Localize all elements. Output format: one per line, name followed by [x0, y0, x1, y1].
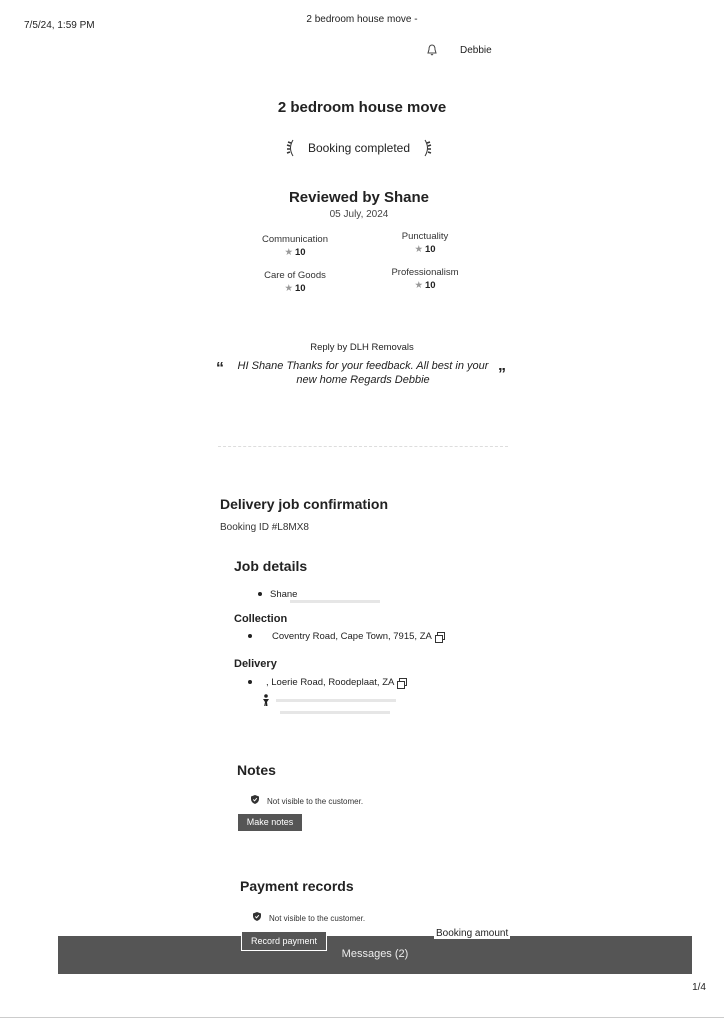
rating-professionalism	[365, 267, 485, 291]
booking-amount-label: Booking amount	[436, 928, 509, 939]
payment-visibility	[253, 908, 365, 926]
redacted-text	[280, 711, 390, 714]
collection-label: Collection	[234, 613, 288, 625]
rating-name: Punctuality	[401, 231, 449, 242]
record-payment-button[interactable]: Record payment	[241, 931, 327, 951]
review-date: 05 July, 2024	[329, 209, 389, 220]
messages-label[interactable]: Messages (2)	[341, 948, 409, 960]
bullet-icon	[248, 634, 252, 638]
review-title: Reviewed by Shane	[288, 189, 430, 206]
rating-name: Communication	[262, 234, 328, 245]
delivery-address: , Loerie Road, Roodeplaat, ZA	[266, 677, 395, 688]
delivery-label: Delivery	[234, 658, 277, 670]
reply-text: HI Shane Thanks for your feedback. All best in your new home Regards Debbie	[237, 360, 489, 386]
star-icon: ★	[414, 244, 423, 255]
make-notes-button[interactable]: Make notes	[238, 814, 302, 831]
person-icon	[262, 694, 270, 706]
rating-score: 10	[294, 247, 306, 258]
visibility-text: Not visible to the customer.	[269, 914, 366, 923]
booking-id: Booking ID #L8MX8	[220, 522, 309, 533]
rating-name: Professionalism	[391, 267, 459, 278]
star-icon: ★	[284, 283, 293, 294]
redacted-text	[290, 600, 380, 603]
rating-name: Care of Goods	[264, 270, 326, 281]
quote-open-icon: “	[216, 360, 224, 377]
print-title: 2 bedroom house move -	[306, 14, 418, 25]
job-details-title: Job details	[234, 558, 308, 574]
visibility-text: Not visible to the customer.	[267, 797, 364, 806]
divider	[218, 446, 508, 447]
rating-punctuality	[365, 231, 485, 255]
payment-title: Payment records	[240, 878, 354, 894]
shield-icon	[253, 912, 261, 921]
user-name[interactable]: Debbie	[460, 45, 492, 56]
status-badge	[284, 139, 434, 157]
shield-icon	[251, 795, 259, 804]
redacted-text	[276, 699, 396, 702]
copy-icon[interactable]	[399, 678, 407, 686]
rating-score: 10	[424, 280, 436, 291]
rating-care-of-goods	[235, 270, 355, 294]
page-edge	[0, 1017, 724, 1018]
page-number: 1/4	[692, 982, 706, 993]
bullet-icon	[248, 680, 252, 684]
customer-name: Shane	[270, 589, 298, 600]
reply-by: Reply by DLH Removals	[310, 342, 414, 353]
laurel-right-icon	[423, 139, 432, 157]
bell-icon[interactable]	[425, 43, 439, 57]
bullet-icon	[258, 592, 262, 596]
star-icon: ★	[284, 247, 293, 258]
copy-icon[interactable]	[437, 632, 445, 640]
quote-close-icon: ”	[498, 366, 506, 383]
status-label: Booking completed	[307, 141, 411, 155]
star-icon: ★	[414, 280, 423, 291]
collection-item	[248, 631, 445, 642]
collection-address: Coventry Road, Cape Town, 7915, ZA	[272, 631, 432, 642]
print-date: 7/5/24, 1:59 PM	[24, 20, 95, 31]
notes-title: Notes	[237, 762, 276, 778]
confirmation-title: Delivery job confirmation	[220, 496, 389, 512]
delivery-item	[248, 677, 407, 688]
laurel-left-icon	[286, 139, 295, 157]
notes-visibility	[251, 791, 363, 809]
customer-item	[258, 589, 297, 600]
rating-score: 10	[294, 283, 306, 294]
rating-communication	[235, 234, 355, 258]
job-title: 2 bedroom house move	[277, 99, 447, 116]
rating-score: 10	[424, 244, 436, 255]
